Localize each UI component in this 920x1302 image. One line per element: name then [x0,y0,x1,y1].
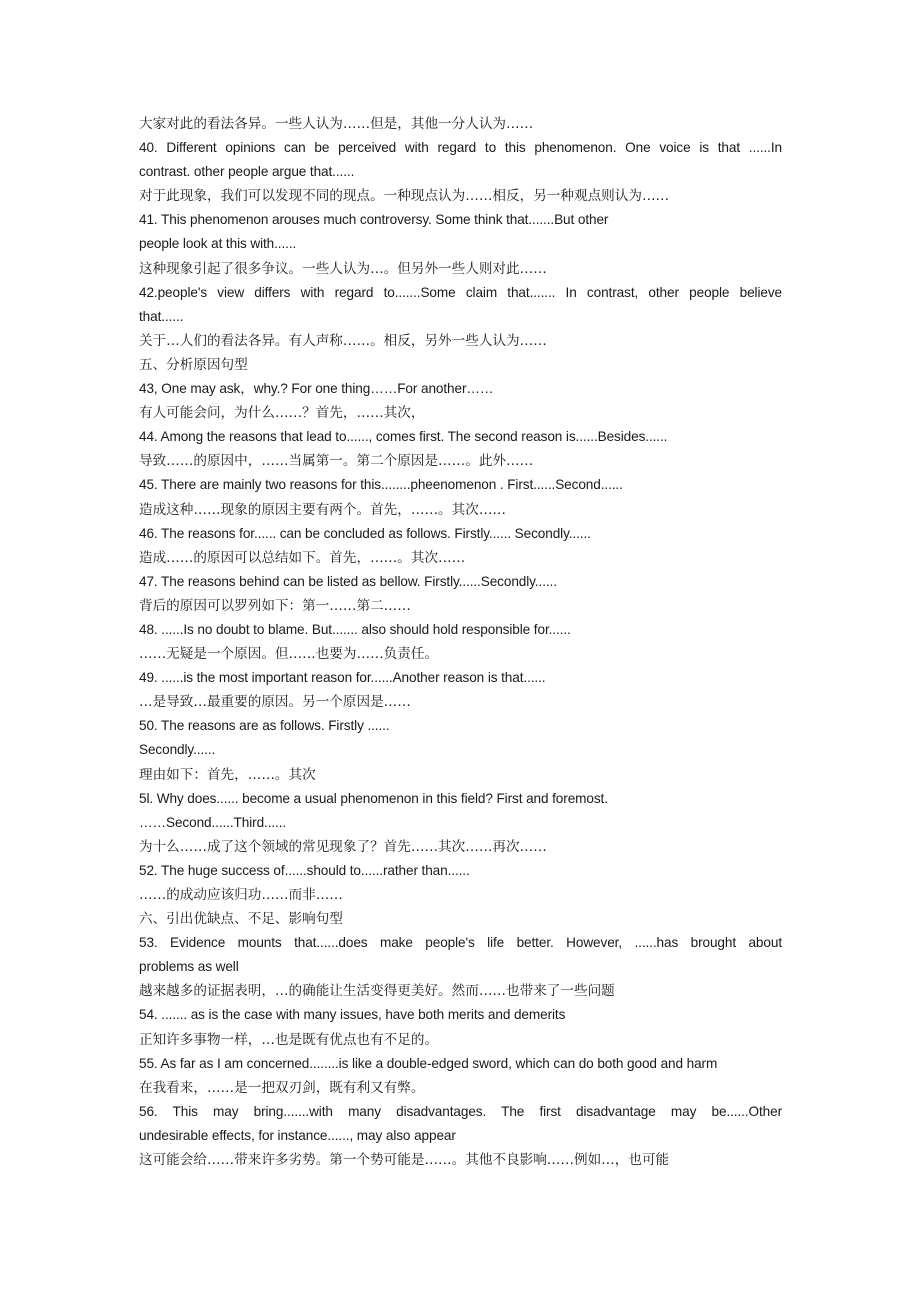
chinese-text-line: 这种现象引起了很多争议。一些人认为…。但另外一些人则对此…… [139,260,547,277]
chinese-text-line: 造成这种……现象的原因主要有两个。首先，……。其次…… [139,501,507,518]
chinese-text-line: 为十么……成了这个领域的常见现象了？首先……其次……再次…… [139,838,547,855]
english-text-line: 43, One may ask，why.? For one thing……For another…… [139,381,494,397]
english-text-line: 5l. Why does...... become a usual phenomenon in this field? First and foremost. [139,790,608,806]
chinese-text-line: 六、引出优缺点、不足、影响句型 [139,911,343,928]
english-text-line: 45. There are mainly two reasons for this........pheenomenon . First......Second...... [139,477,623,493]
english-text-line: 53. Evidence mounts that......does make people's life better. However, ......has brought about [139,935,782,951]
chinese-text-line: 关于…人们的看法各异。有人声称……。相反，另外一些人认为…… [139,332,547,349]
chinese-text-line: 理由如下：首先，……。其次 [139,766,316,783]
english-text-line: 41. This phenomenon arouses much controversy. Some think that.......But other [139,212,609,228]
english-text-line: 49. ......is the most important reason for......Another reason is that...... [139,670,546,686]
english-text-line: that...... [139,308,184,324]
english-text-line: undesirable effects, for instance......, may also appear [139,1127,456,1143]
english-text-line: 48. ......Is no doubt to blame. But....... also should hold responsible for...... [139,621,571,637]
english-text-line: 47. The reasons behind can be listed as bellow. Firstly......Secondly...... [139,573,557,589]
chinese-text-line: 造成……的原因可以总结如下。首先，……。其次…… [139,549,466,566]
document-body [139,112,782,1172]
english-text-line: people look at this with...... [139,236,297,252]
chinese-text-line: 正知许多事物一样，…也是既有优点也有不足的。 [139,1031,439,1048]
chinese-text-line: ……的成动应该归功……而非…… [139,887,343,903]
chinese-text-line: ……无疑是一个原因。但……也要为……负责任。 [139,646,439,663]
english-text-line: 54. ....... as is the case with many issues, have both merits and demerits [139,1007,566,1023]
english-text-line: Secondly...... [139,742,216,758]
chinese-text-line: 导致……的原因中，……当属第一。第二个原因是……。此外…… [139,453,534,470]
chinese-text-line: 五、分析原因句型 [139,356,248,373]
english-text-line: 42.people's view differs with regard to.......Some claim that....... In contrast, other people believe [139,284,782,300]
english-text-line: problems as well [139,959,239,975]
english-text-line: 56. This may bring.......with many disadvantages. The first disadvantage may be......Other [139,1103,782,1119]
chinese-text-line: …是导致…最重要的原因。另一个原因是…… [139,694,411,711]
english-text-line: contrast. other people argue that...... [139,164,355,180]
english-text-line: 46. The reasons for...... can be concluded as follows. Firstly...... Secondly...... [139,525,591,541]
english-text-line: 55. As far as I am concerned........is like a double-edged sword, which can do both good and harm [139,1055,718,1071]
chinese-text-line: 背后的原因可以罗列如下：第一……第二…… [139,597,411,614]
chinese-text-line: 有人可能会问，为什么……？首先，……其次， [139,405,425,422]
chinese-text-line: 越来越多的证据表明，…的确能让生活变得更美好。然而……也带来了一些问题 [139,983,615,1000]
english-text-line: 40. Different opinions can be perceived with regard to this phenomenon. One voice is that ......In [139,140,782,156]
english-text-line: 44. Among the reasons that lead to......, comes first. The second reason is......Besides...... [139,429,668,445]
chinese-text-line: 大家对此的看法各异。一些人认为……但是，其他一分人认为…… [139,116,534,132]
english-text-line: 52. The huge success of......should to......rather than...... [139,862,470,878]
chinese-text-line: 对于此现象，我们可以发现不同的现点。一种现点认为……相反，另一种观点则认为…… [139,188,670,205]
chinese-text-line: 在我看来，……是一把双刃剑，既有利又有弊。 [139,1079,425,1096]
chinese-text-line: 这可能会给……带来许多劣势。第一个势可能是……。其他不良影响……例如…，也可能 [139,1152,670,1169]
english-text-line: ……Second......Third...... [139,814,287,830]
english-text-line: 50. The reasons are as follows. Firstly ...... [139,718,390,734]
